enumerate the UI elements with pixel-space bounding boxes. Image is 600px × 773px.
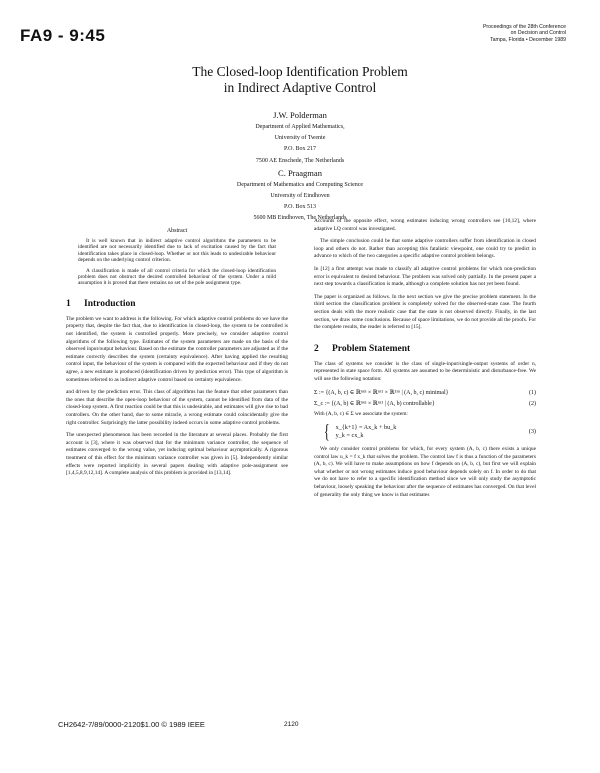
abstract-heading: Abstract (166, 228, 188, 234)
proceedings-line: on Decision and Control (510, 30, 566, 37)
author-name: C. Praagman (278, 168, 322, 178)
body-paragraph: The paper is organized as follows. In the next section we give the precise problem statement. In the third section the classification problem is completely solved for the observed-state case. The fourth section deals with the more realistic case that the state is not observed directly. Finally, in the last section, we draw some conclusions. Because of space limitations, we do not provide all the proofs. For the complete results, the reader is referred to [15]. (314, 293, 536, 331)
section-number: 1 (66, 298, 71, 309)
affiliation-line: 5600 MB Eindhoven, The Netherlands (253, 215, 347, 221)
proceedings-line: Tampa, Florida • December 1989 (490, 36, 566, 43)
affiliation-line: 7500 AE Enschede, The Netherlands (255, 158, 345, 164)
system-line: y_k = cx_k (335, 432, 364, 440)
body-paragraph: We only consider control problems for which, for every system (A, b, c) there exists a unique control law u_k = f x_k that solves the problem. The control law f is thus a function of the parameters (A, b, c). We will have to make assumptions on how f depends on (A, b, c), but first we will explain what whether or not wrong estimates induce good behaviour depends solely on f. In order to do that we do not have to refer to a specific identification method since we will only study the asymptotic behaviour, loosely speaking the behaviour after the sequence of estimates has converged. On that level of generality the only thing we know is that estimates (314, 446, 536, 498)
abstract-paragraph: A classification is made of all control criteria for which the closed-loop identification problem does not obstruct the desired controlled behaviour of the system. Under a mild assumption it is proved that there remains no set of the pole assignment type. (78, 267, 276, 287)
body-paragraph: The class of systems we consider is the class of single-input/single-output systems of order n, represented in state space form. All systems are assumed to be deterministic and disturbance-free. We will use the following notation: (314, 360, 536, 382)
affiliation-line: P.O. Box 217 (283, 146, 316, 152)
section-title: Introduction (84, 298, 136, 309)
affiliation-line: Department of Applied Mathematics, (255, 124, 345, 130)
section-number: 2 (314, 343, 319, 354)
title-line: in Indirect Adaptive Control (223, 80, 377, 95)
paper-title (0, 64, 600, 96)
body-paragraph: The problem we want to address is the following. For which adaptive control problems do we have the property that, despite the fact that, due to identification in closed-loop, the system to be controlled is not identified, the system is controlled properly. More precisely, we consider adaptive control algorithms of the following type. Estimates of the system parameters are made on the basis of the observed input/output behaviour. Based on the estimate the controller parameters are adjusted as if the estimate correctly describes the system (certainty equivalence). After having applied the resulting control input, the behaviour of the system is compared with the expected behaviour and if they do not agree, a new estimate is produced (identification driven by prediction error). This type of algorithm is sometimes referred to as indirect adaptive control based on certainty equivalence. (66, 315, 288, 383)
equation (314, 389, 536, 397)
title-line: The Closed-loop Identification Problem (192, 64, 408, 79)
right-column (314, 218, 536, 504)
affiliation-line: P.O. Box 513 (283, 204, 316, 210)
equation-body: Σ := {(A, b, c) ∈ ℝⁿˣⁿ × ℝⁿˣ¹ × ℝ¹ˣⁿ | (A, b, c) minimal} (314, 389, 449, 396)
system-lines (336, 424, 397, 440)
body-paragraph: The simple conclusion could be that some adaptive controllers suffer from identification in closed loop and others do not. Rather than accepting this fatalistic viewpoint, one could try to predict in advance to which of the two categories a specific adaptive control problem belongs. (314, 238, 536, 260)
left-column (66, 228, 288, 483)
affiliation-line: Department of Mathematics and Computing Science (236, 182, 364, 188)
section-heading (66, 299, 288, 309)
equation-number: (1) (529, 389, 536, 396)
affiliation-line: University of Twente (274, 135, 326, 141)
equation-body: Σ_c := {(A, b) ∈ ℝⁿˣⁿ × ℝⁿˣ¹ | (A, b) controllable} (314, 400, 435, 407)
body-paragraph: Accounts of the opposite effect, wrong estimates inducing wrong controllers see [10,12], where adaptive LQ control was investigated. (314, 218, 536, 232)
brace-symbol: { (323, 421, 330, 444)
equation (314, 400, 536, 408)
equation-number: (2) (529, 400, 536, 407)
section-title: Problem Statement (332, 343, 411, 354)
section-heading (314, 344, 536, 354)
system-equation (322, 421, 536, 444)
author-name: J.W. Polderman (273, 110, 327, 120)
abstract-paragraph: It is well known that in indirect adaptive control algorithms the parameters to be identified are not necessarily identified due to lack of excitation caused by the fact that identification takes place in closed-loop. Whether or not this leads to undesirable behaviour depends on the underlying control criterion. (78, 238, 276, 264)
session-code: FA9 - 9:45 (20, 26, 106, 45)
body-paragraph: With (A, b, c) ∈ Σ we associate the system: (314, 410, 408, 417)
body-paragraph: In [12] a first attempt was made to classify all adaptive control problems for which non-prediction error is equivalent to desired behaviour. The problem was solved only partially. In the present paper a next step towards a classification is made, although a complete solution has not yet been found. (314, 265, 536, 288)
body-paragraph: The unexpected phenomenon has been recorded in the literature at several places. Probably the first account is [3], where it was observed that for the minimum variance controller, the sequence of estimates converged to the wrong value, yet inducing optimal behaviour asymptotically. A rigorous treatment of this effect for the minimum variance controller was given in [5]. Independently similar effects were reported implicitly in several papers dealing with adaptive pole-assignment see [1,4,5,8,9,12,14]. A complete analysis of this problem is provided in [13,14]. (66, 432, 288, 477)
equation-number: (3) (528, 428, 536, 436)
body-paragraph: and driven by the prediction error. This class of algorithms has the feature that other parameters than the ones that describe the open-loop behaviour of the system, cannot be identified from data of the closed-loop system. A first reaction could be that this is undesirable, and estimates will give rise to bad controllers. On the other hand, due to some miracle, a wrong estimate could coincidentally give the right controller. Surprisingly the latter possibility indeed occurs in some adaptive control problems. (66, 389, 288, 426)
proceedings-line: Proceedings of the 28th Conference (482, 24, 566, 30)
affiliation-line: University of Eindhoven (270, 193, 330, 199)
page-number: 2120 (284, 721, 299, 728)
proceedings-info (416, 24, 566, 43)
footer-identifier: CH2642-7/89/0000-2120$1.00 © 1989 IEEE (58, 720, 205, 729)
system-line: x_{k+1} = Ax_k + bu_k (335, 424, 397, 432)
